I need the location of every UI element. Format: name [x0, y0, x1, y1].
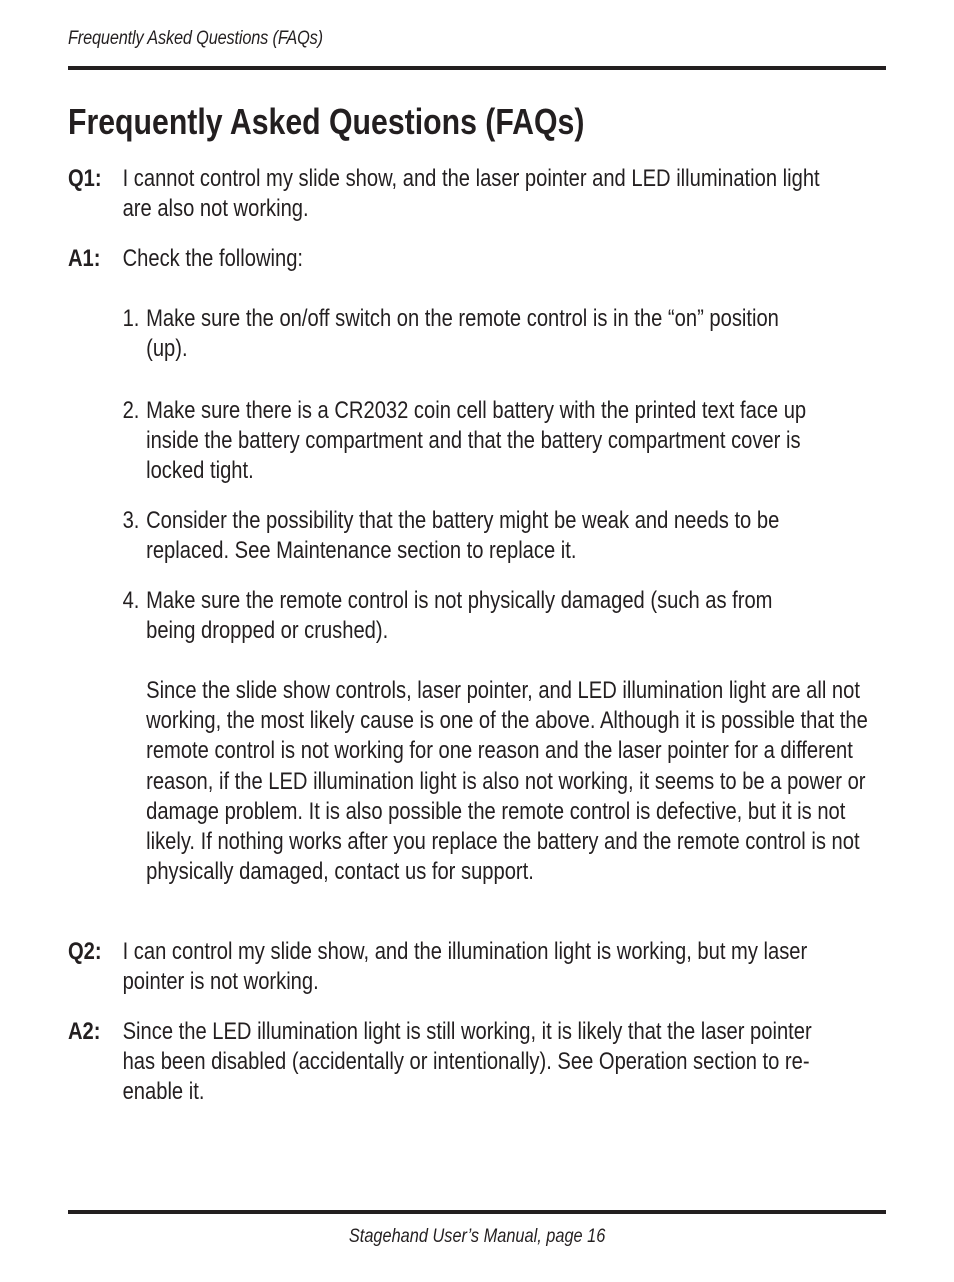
page-footer — [0, 1226, 954, 1248]
step-text: Consider the possibility that the battery might be weak and needs to be replaced. See Maintenance section to replace it. — [146, 507, 780, 564]
answer-2 — [68, 1017, 824, 1107]
header-rule — [68, 66, 886, 70]
question-tag: Q1: — [68, 165, 102, 192]
step-number: 1. — [122, 305, 140, 332]
list-item — [123, 304, 824, 364]
question-text: I cannot control my slide show, and the laser pointer and LED illumination light are also not working. — [122, 165, 820, 222]
answer-1-note: Since the slide show controls, laser pointer, and LED illumination light are all not working, the most likely cause is one of the above. Although it is possible that the remote control is not working for one reason and the laser pointer for a different reason, if the LED illumination light is also not working, it seems to be a power or damage problem. It is also possible the remote control is defective, but it is not likely. If nothing works after you replace the battery and the remote control is not physically damaged, contact us for support. — [146, 677, 868, 886]
step-number: 3. — [122, 507, 140, 534]
step-text: Make sure the remote control is not physically damaged (such as from being dropped or crushed). — [146, 587, 773, 644]
answer-text: Since the LED illumination light is still working, it is likely that the laser pointer has been disabled (accidentally or intentionally). See Operation section to re-enable it. — [122, 1018, 812, 1106]
list-item — [123, 396, 824, 486]
answer-intro: Check the following: — [122, 245, 304, 272]
running-header: Frequently Asked Questions (FAQs) — [68, 28, 323, 49]
troubleshooting-steps — [123, 304, 824, 646]
step-text: Make sure the on/off switch on the remote control is in the “on” position (up). — [146, 305, 779, 362]
answer-tag: A2: — [68, 1018, 101, 1046]
footer-page-label: Stagehand User’s Manual, page 16 — [348, 1226, 606, 1247]
question-tag: Q2: — [68, 938, 102, 966]
page-title: Frequently Asked Questions (FAQs) — [68, 101, 585, 142]
question-text: I can control my slide show, and the illumination light is working, but my laser pointer is not working. — [122, 938, 808, 996]
list-item — [123, 586, 824, 646]
question-2 — [68, 937, 824, 997]
page-content — [68, 98, 868, 1107]
step-number: 2. — [122, 397, 140, 424]
answer-1 — [68, 244, 824, 274]
step-number: 4. — [122, 587, 140, 614]
answer-tag: A1: — [68, 245, 101, 272]
footer-rule — [68, 1210, 886, 1214]
question-1 — [68, 164, 824, 224]
list-item — [123, 506, 824, 566]
step-text: Make sure there is a CR2032 coin cell battery with the printed text face up inside the battery compartment and that the battery compartment cover is locked tight. — [146, 397, 807, 484]
